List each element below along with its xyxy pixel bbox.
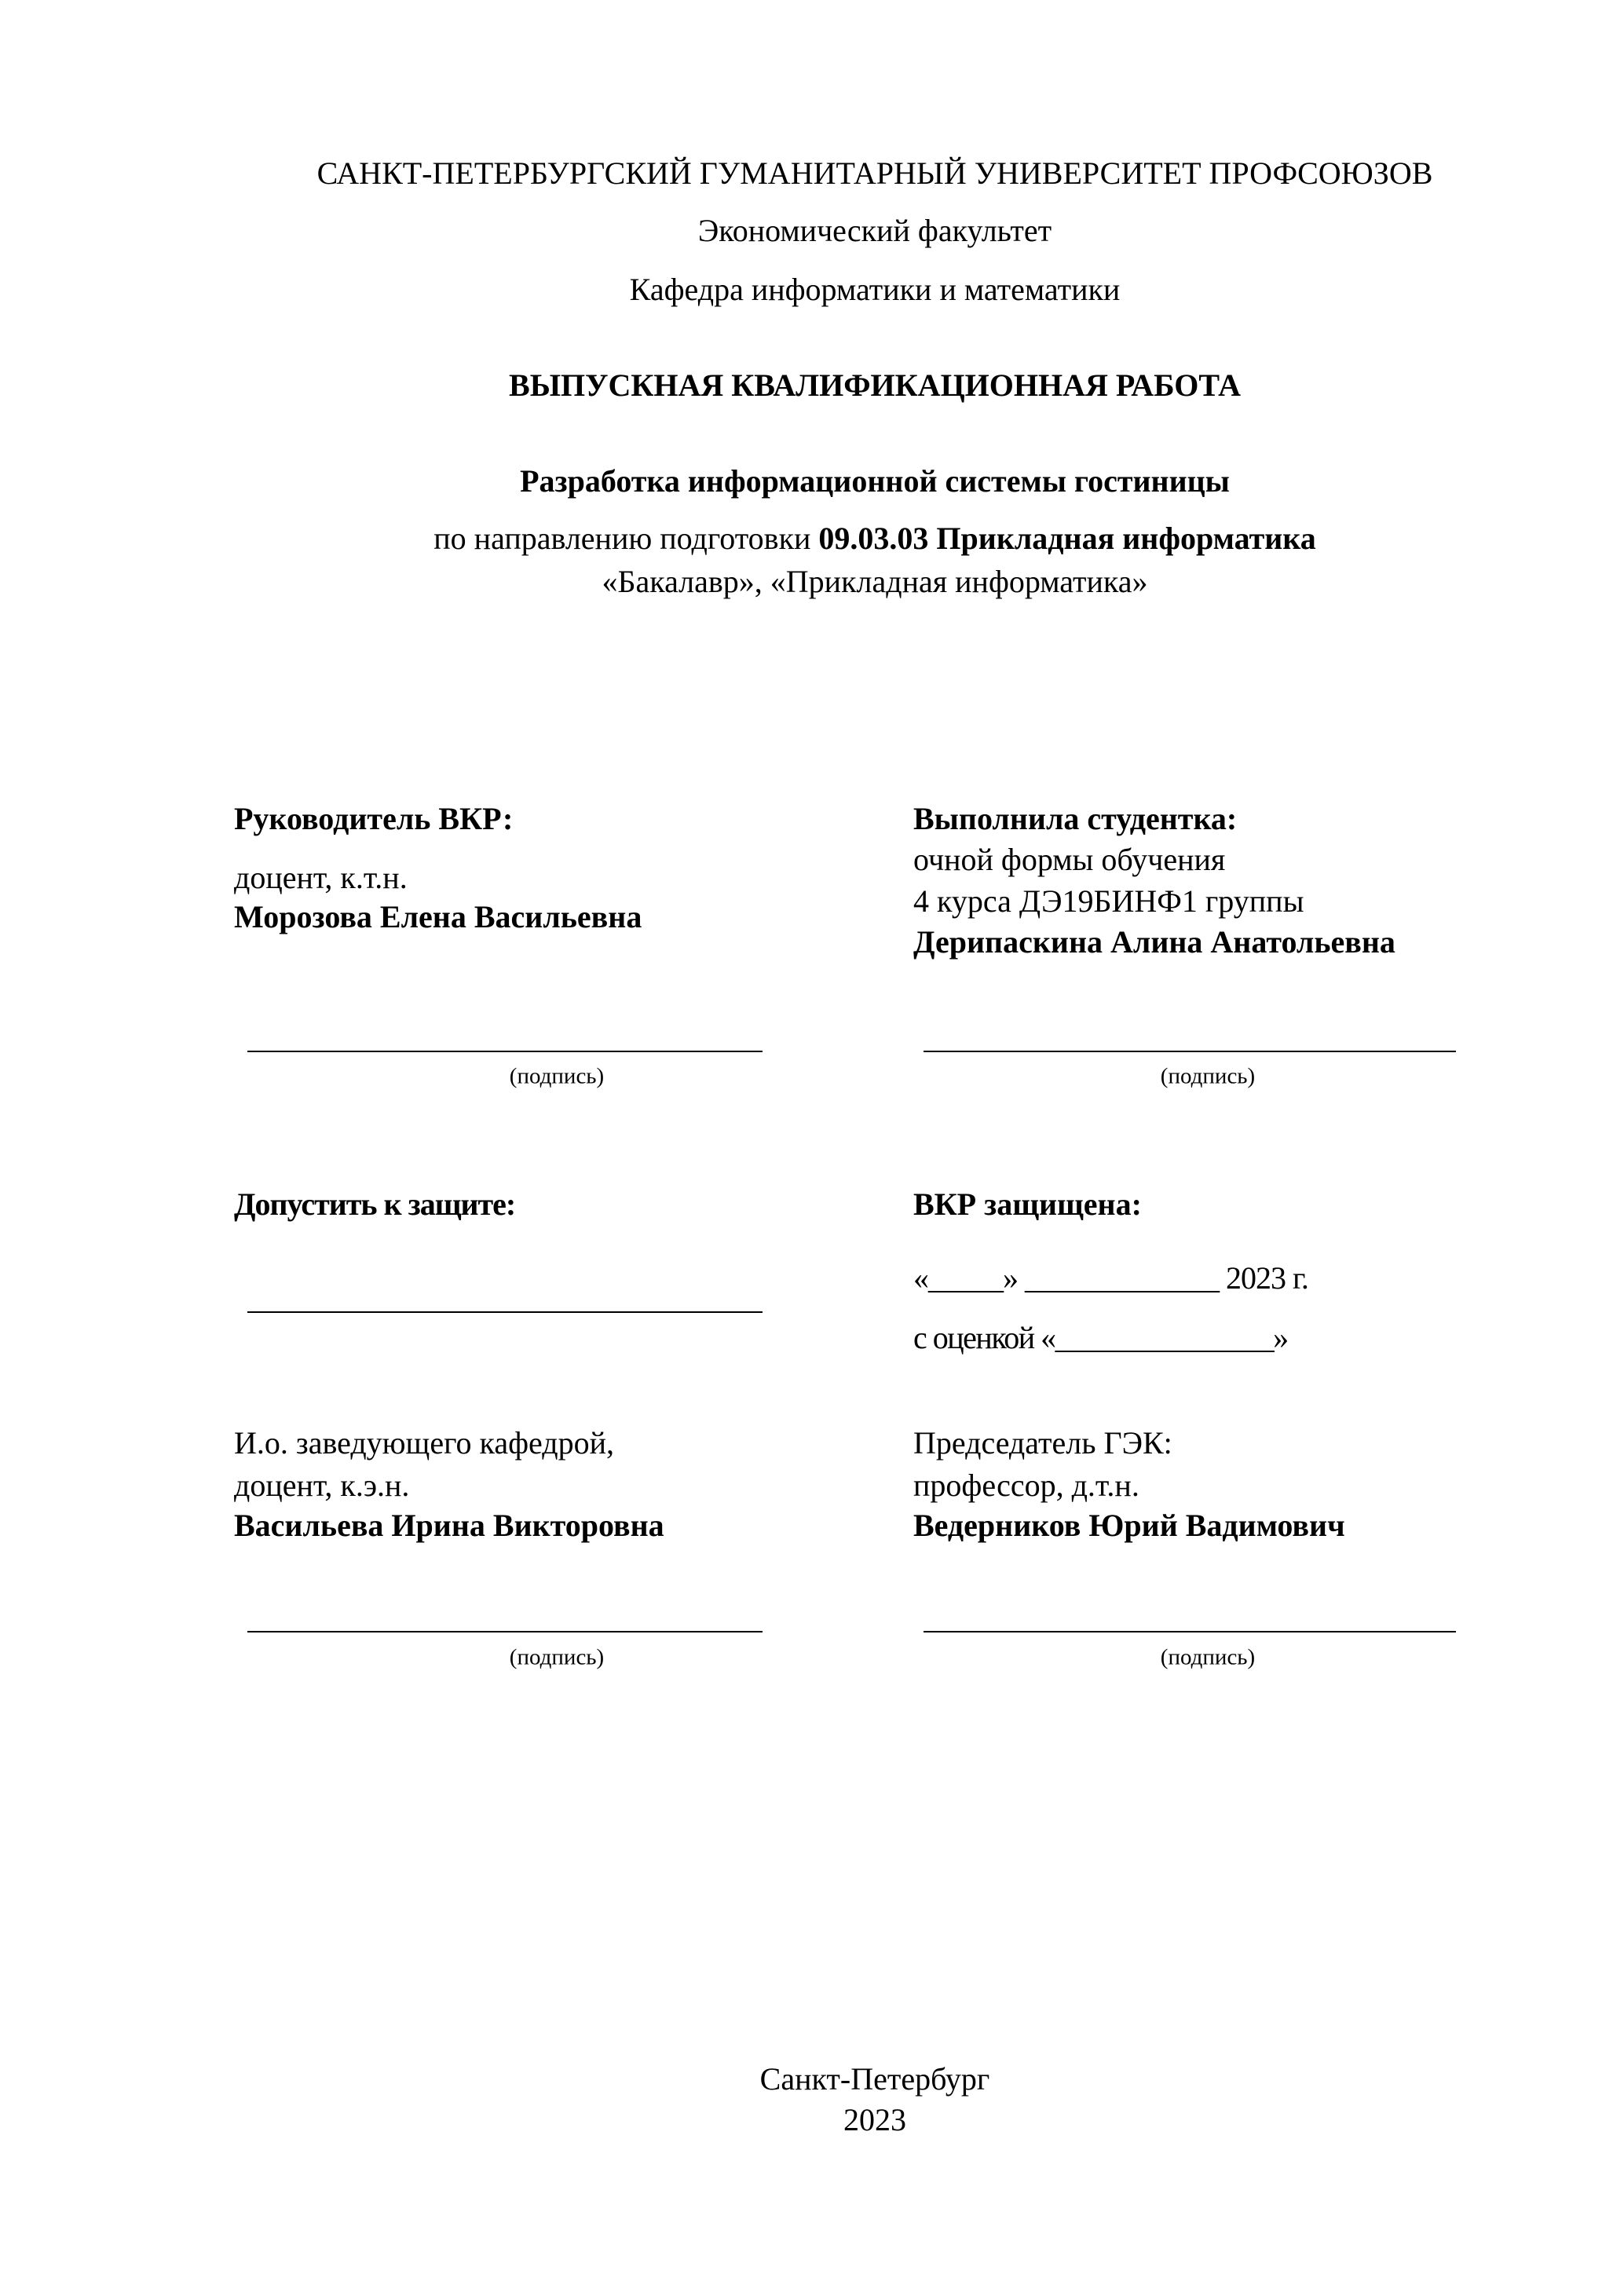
university-name: САНКТ-ПЕТЕРБУРГСКИЙ ГУМАНИТАРНЫЙ УНИВЕРСИТЕТ ПРОФСОЮЗОВ (316, 155, 1433, 191)
direction-prefix: по направлению подготовки (433, 521, 819, 556)
footer-city: Санкт-Петербург (759, 2061, 990, 2097)
chairman-signature-label: (подпись) (1160, 1644, 1256, 1670)
student-name: Дерипаскина Алина Анатольевна (913, 924, 1395, 960)
supervisor-heading: Руководитель ВКР: (234, 801, 514, 836)
faculty-name: Экономический факультет (697, 213, 1052, 248)
admission-signature-line (247, 1311, 763, 1313)
chairman-position-1: Председатель ГЭК: (913, 1425, 1172, 1461)
supervisor-position: доцент, к.т.н. (234, 860, 408, 895)
student-heading: Выполнила студентка: (913, 801, 1238, 836)
supervisor-signature-line (247, 1051, 763, 1052)
chairman-name: Ведерников Юрий Вадимович (913, 1508, 1345, 1543)
degree: «Бакалавр», «Прикладная информатика» (602, 564, 1148, 599)
work-type: ВЫПУСКНАЯ КВАЛИФИКАЦИОННАЯ РАБОТА (509, 367, 1241, 403)
footer-year: 2023 (843, 2102, 906, 2137)
supervisor-signature-label: (подпись) (509, 1063, 605, 1089)
student-signature-line (924, 1051, 1456, 1052)
head-position-2: доцент, к.э.н. (234, 1468, 410, 1503)
defense-date-line: «_____» _____________ 2023 г. (913, 1260, 1308, 1296)
student-form: очной формы обучения (913, 842, 1226, 877)
department-name: Кафедра информатики и математики (629, 272, 1121, 307)
student-group: 4 курса ДЭ19БИНФ1 группы (913, 883, 1304, 919)
direction-line (433, 523, 1315, 554)
student-signature-label: (подпись) (1160, 1063, 1256, 1089)
defense-grade-line: с оценкой «_______________» (913, 1320, 1288, 1355)
supervisor-name: Морозова Елена Васильевна (234, 899, 642, 934)
head-signature-label: (подпись) (509, 1644, 605, 1670)
chairman-position-2: профессор, д.т.н. (913, 1468, 1139, 1503)
direction: 09.03.03 Прикладная информатика (818, 521, 1316, 556)
head-position-1: И.о. заведующего кафедрой, (234, 1425, 615, 1461)
head-name: Васильева Ирина Викторовна (234, 1508, 664, 1543)
head-signature-line (247, 1631, 763, 1632)
defense-heading: ВКР защищена: (913, 1186, 1142, 1222)
chairman-signature-line (924, 1631, 1456, 1632)
thesis-topic: Разработка информационной системы гостиницы (520, 463, 1230, 499)
admission-heading: Допустить к защите: (234, 1186, 516, 1222)
